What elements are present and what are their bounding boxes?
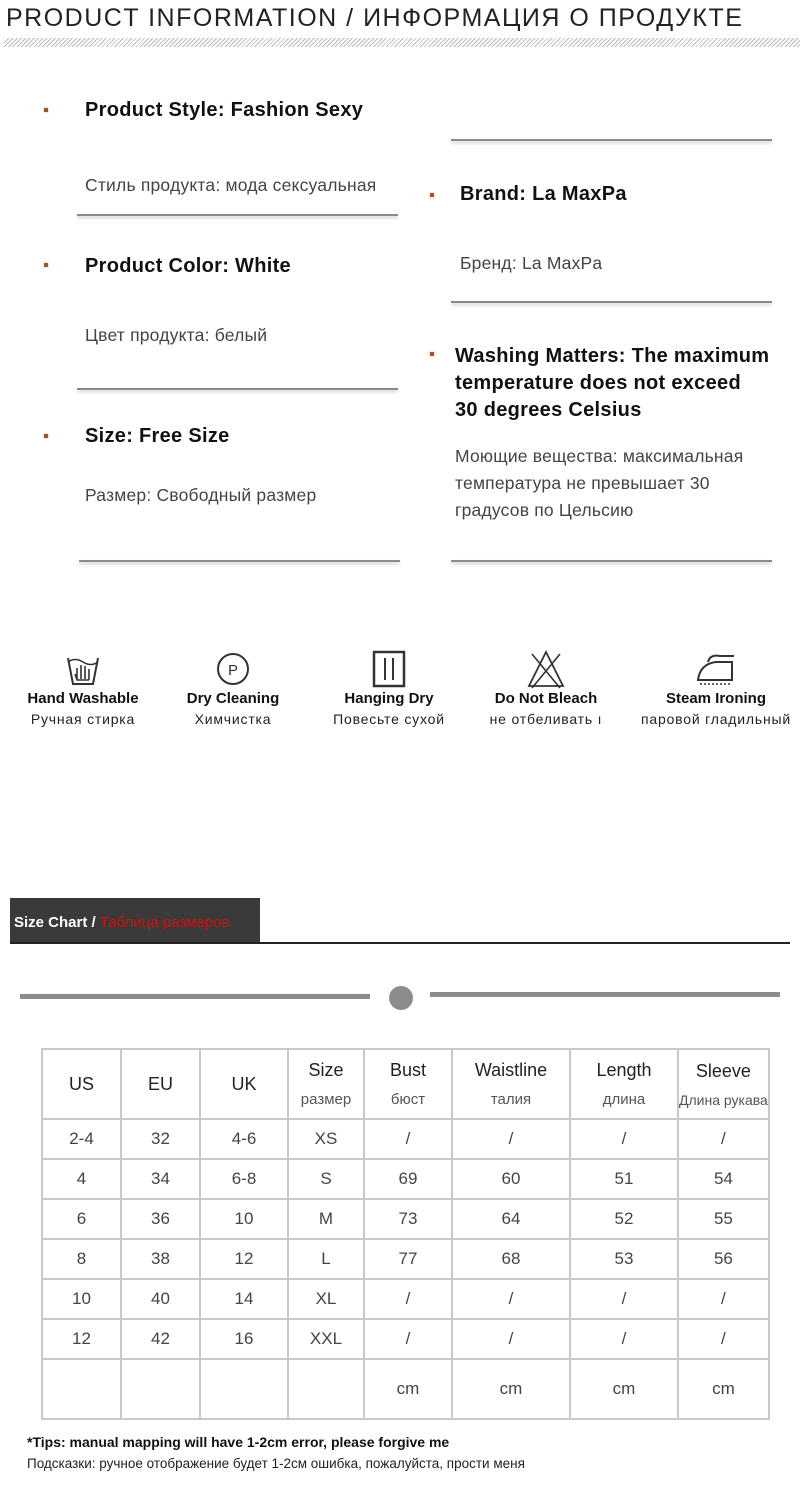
care-item-hang-dry: Hanging Dry Повесьте сухой (314, 650, 464, 727)
hand-wash-icon (63, 650, 103, 690)
bullet-icon (430, 193, 434, 197)
table-unit-row: cm cm cm cm (42, 1359, 769, 1419)
divider (451, 139, 772, 141)
divider (451, 560, 772, 562)
product-style-sub: Стиль продукта: мода сексуальная (85, 175, 377, 195)
care-item-no-bleach: Do Not Bleach не отбеливать ı (471, 650, 621, 727)
product-style-title: Product Style: Fashion Sexy (85, 99, 364, 121)
header-waistline: Waistline талия (452, 1049, 570, 1119)
svg-text:P: P (227, 662, 239, 679)
size-sub: Размер: Свободный размер (85, 485, 317, 505)
divider (79, 560, 400, 562)
table-header-row (42, 1049, 769, 1119)
header-divider (4, 38, 800, 47)
size-title: Size: Free Size (85, 425, 230, 447)
size-table (41, 1048, 770, 1420)
steam-iron-icon (694, 650, 738, 690)
tips-en: *Tips: manual mapping will have 1-2cm error, please forgive me (27, 1434, 450, 1450)
size-chart-label: Size Chart (14, 914, 88, 931)
bullet-icon (44, 263, 48, 267)
table-row: 10 40 14 XL / / / / (42, 1279, 769, 1319)
bullet-icon (44, 434, 48, 438)
decor-bar-right (430, 992, 780, 997)
size-chart-label-ru: Таблица размеров (99, 914, 230, 931)
divider (77, 388, 398, 390)
size-chart-tab: Size Chart / Таблица размеров (10, 898, 260, 944)
care-item-steam-iron: Steam Ironing паровой гладильный (641, 650, 791, 727)
size-chart-underline (10, 942, 790, 944)
table-row: 12 42 16 XXL / / / / (42, 1319, 769, 1359)
washing-sub: Моющие вещества: максимальная температура не превышает 30 градусов по Цельсию (455, 446, 744, 520)
page-title: PRODUCT INFORMATION / ИНФОРМАЦИЯ О ПРОДУКТЕ (6, 4, 744, 32)
divider (451, 301, 772, 303)
brand-title: Brand: La MaxPa (460, 183, 627, 205)
care-item-dry-clean: P Dry Cleaning Химчистка (158, 650, 308, 727)
header-us: US (42, 1049, 121, 1119)
brand-sub: Бренд: La MaxPa (460, 253, 603, 273)
divider (77, 214, 398, 216)
decor-dot (389, 986, 413, 1010)
header-uk: UK (200, 1049, 288, 1119)
header-sleeve: Sleeve Длина рукава (678, 1049, 769, 1119)
decor-bar-left (20, 994, 370, 999)
header-eu: EU (121, 1049, 200, 1119)
tips-ru: Подсказки: ручное отображение будет 1-2см ошибка, пожалуйста, прости меня (27, 1456, 525, 1471)
table-row: 4 34 6-8 S 69 60 51 54 (42, 1159, 769, 1199)
header-size: Size размер (288, 1049, 364, 1119)
bullet-icon (430, 352, 434, 356)
no-bleach-icon (526, 650, 566, 690)
care-item-hand-wash: Hand Washable Ручная стирка (8, 650, 158, 727)
table-row: 8 38 12 L 77 68 53 56 (42, 1239, 769, 1279)
product-color-sub: Цвет продукта: белый (85, 325, 268, 345)
table-row: 2-4 32 4-6 XS / / / / (42, 1119, 769, 1159)
hang-dry-icon (369, 650, 409, 690)
product-color-title: Product Color: White (85, 255, 291, 277)
bullet-icon (44, 108, 48, 112)
header-length: Length длина (570, 1049, 678, 1119)
dry-clean-icon (213, 650, 253, 690)
washing-title: Washing Matters: The maximum temperature does not exceed 30 degrees Celsius (455, 345, 770, 421)
header-bust: Bust бюст (364, 1049, 452, 1119)
table-row: 6 36 10 M 73 64 52 55 (42, 1199, 769, 1239)
